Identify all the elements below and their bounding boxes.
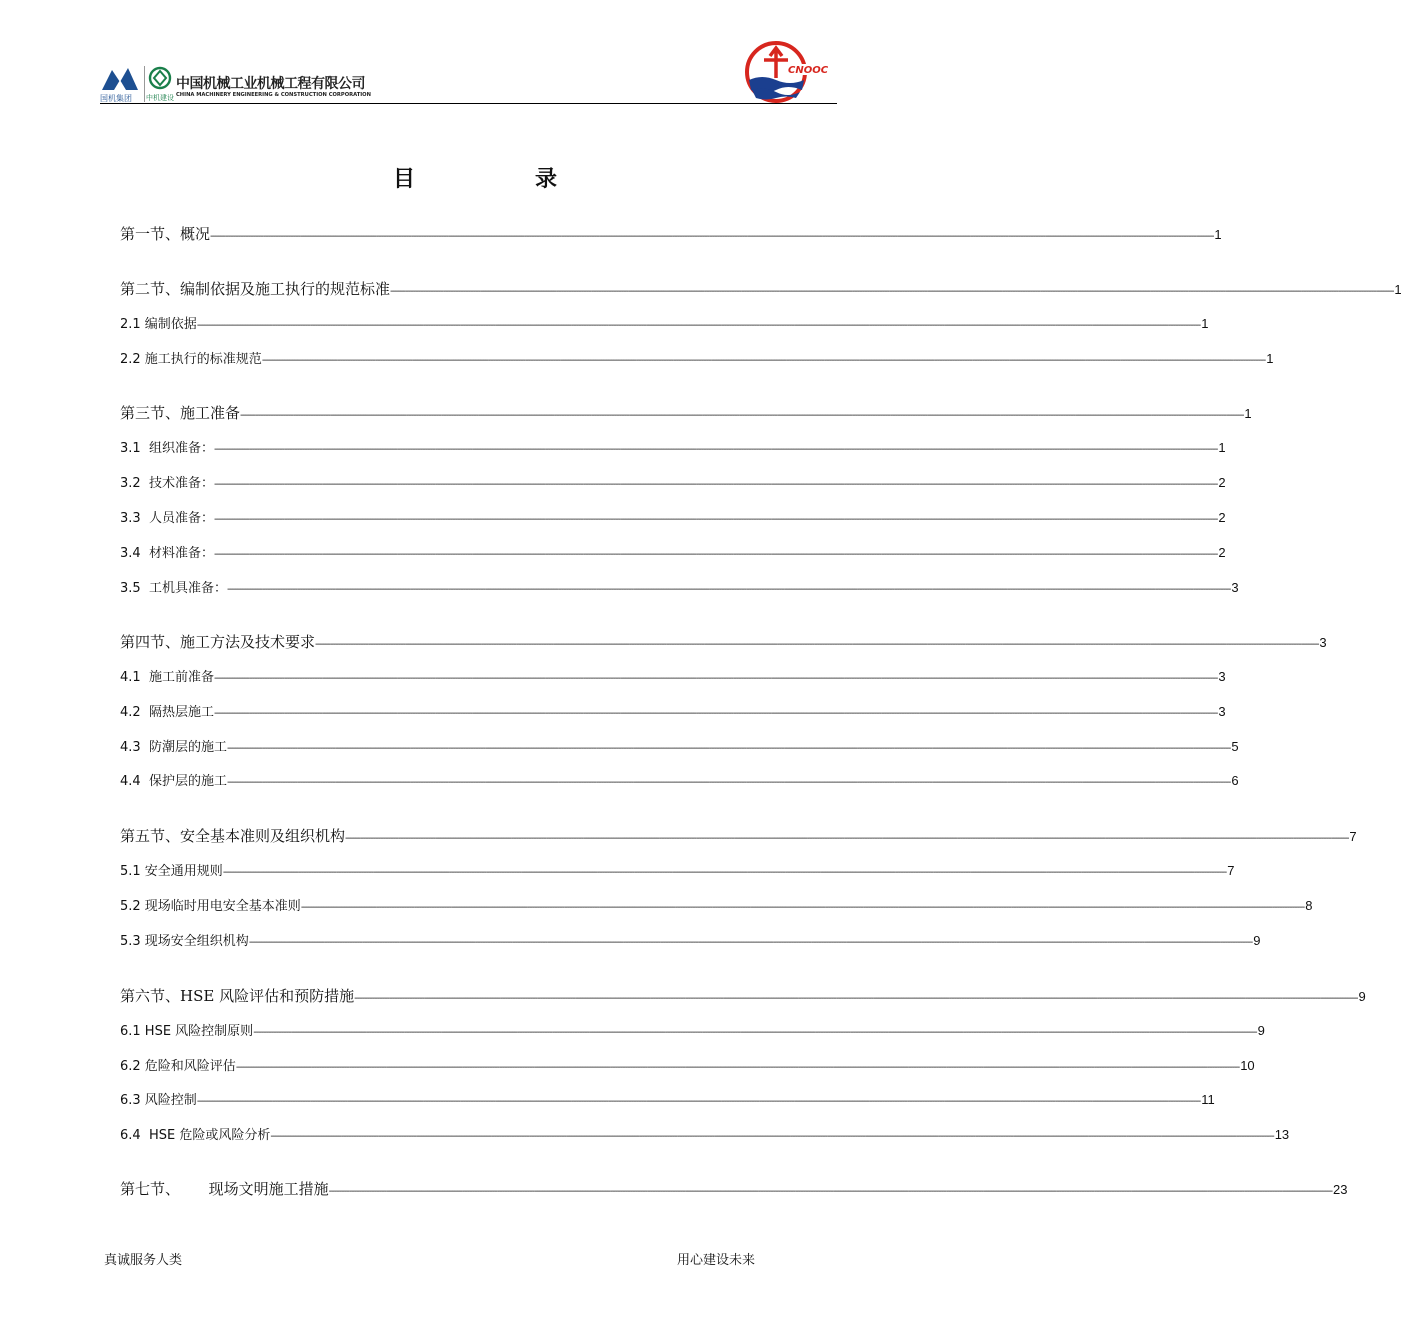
toc-entry[interactable] [120,770,1239,790]
toc-entry[interactable] [120,402,1252,422]
toc-entry-label: 第一节、概况 [120,225,211,243]
toc-dot-leader: ---------------------------------------------------------------------------------------------------------------------------------------------------------------------------------------------------------------------------------------------------------------------------------------------------------------------------------------------------------------------------------------------------------------- [345,833,1349,844]
toc-entry-label: 3.1 组织准备： [120,441,214,456]
toc-dot-leader: ---------------------------------------------------------------------------------------------------------------------------------------------------------------------------------------------------------------------------------------------------------------------------------------------------------------------------------------------------------------------------------------------------------------- [328,1186,1332,1197]
toc-title-right: 录 [535,167,558,192]
cmec-name-en: CHINA MACHINERY ENGINEERING & CONSTRUCTION CORPORATION [176,92,371,98]
toc-entry[interactable] [120,1124,1290,1144]
toc-entry-label: 第五节、安全基本准则及组织机构 [120,827,346,845]
toc-entry[interactable] [120,507,1226,527]
cnooc-text: CNOOC [788,65,829,76]
toc-entry-label: 2.2 施工执行的标准规范 [120,352,262,367]
logo-divider [144,66,145,102]
toc-dot-leader: ---------------------------------------------------------------------------------------------------------------------------------------------------------------------------------------------------------------------------------------------------------------------------------------------------------------------------------------------------------------------------------------------------------------- [210,231,1214,242]
toc-dot-leader: ---------------------------------------------------------------------------------------------------------------------------------------------------------------------------------------------------------------------------------------------------------------------------------------------------------------------------------------------------------------------------------------------------------------- [226,777,1231,788]
toc-entry-page: 1 [1218,440,1226,455]
toc-dot-leader: ---------------------------------------------------------------------------------------------------------------------------------------------------------------------------------------------------------------------------------------------------------------------------------------------------------------------------------------------------------------------------------------------------------------- [248,937,1253,948]
toc-dot-leader: ---------------------------------------------------------------------------------------------------------------------------------------------------------------------------------------------------------------------------------------------------------------------------------------------------------------------------------------------------------------------------------------------------------------- [226,584,1231,595]
toc-dot-leader: ---------------------------------------------------------------------------------------------------------------------------------------------------------------------------------------------------------------------------------------------------------------------------------------------------------------------------------------------------------------------------------------------------------------- [390,286,1394,297]
toc-entry[interactable] [120,1089,1215,1109]
toc-dot-leader: ---------------------------------------------------------------------------------------------------------------------------------------------------------------------------------------------------------------------------------------------------------------------------------------------------------------------------------------------------------------------------------------------------------------- [196,320,1201,331]
toc-entry[interactable] [120,472,1226,492]
toc-entry-label: 5.1 安全通用规则 [120,864,223,879]
toc-entry[interactable] [120,736,1239,756]
toc-entry-page: 10 [1240,1058,1255,1073]
toc-entry[interactable] [120,1055,1255,1075]
toc-entry-page: 2 [1218,475,1226,490]
toc-entry-page: 2 [1218,510,1226,525]
toc-dot-leader: ---------------------------------------------------------------------------------------------------------------------------------------------------------------------------------------------------------------------------------------------------------------------------------------------------------------------------------------------------------------------------------------------------------------- [213,514,1218,525]
header-rule [100,103,837,104]
toc-entry-page: 3 [1218,669,1226,684]
toc-entry-label: 6.1 HSE 风险控制原则 [120,1024,254,1039]
toc-entry-page: 8 [1305,898,1313,913]
toc-entry-label: 第四节、施工方法及技术要求 [120,633,316,651]
toc-dot-leader: ---------------------------------------------------------------------------------------------------------------------------------------------------------------------------------------------------------------------------------------------------------------------------------------------------------------------------------------------------------------------------------------------------------------- [300,902,1305,913]
toc-entry-label: 4.2 隔热层施工 [120,705,214,720]
toc-entry[interactable] [120,825,1357,845]
toc-entry-page: 1 [1214,227,1222,242]
toc-entry-label: 6.2 危险和风险评估 [120,1059,236,1074]
cmec-logo [146,64,371,102]
toc-entry-label: 第三节、施工准备 [120,404,241,422]
cnooc-mark-icon [742,40,829,104]
toc-entry-page: 1 [1244,406,1252,421]
cnooc-logo [742,40,829,104]
toc-title [0,162,950,193]
toc-entry-page: 3 [1231,580,1239,595]
toc-entry-label: 4.3 防潮层的施工 [120,740,227,755]
toc-entry-label: 6.3 风险控制 [120,1093,197,1108]
sinomach-mark-icon [100,64,140,92]
toc-entry-label: 6.4 HSE 危险或风险分析 [120,1128,271,1143]
cmec-mark-icon [148,66,172,90]
toc-entry-page: 1 [1201,316,1209,331]
toc-entry-page: 13 [1274,1127,1290,1142]
toc-entry-page: 7 [1227,863,1235,878]
toc-entry-page: 2 [1218,545,1226,560]
page-header [100,60,837,104]
toc-entry[interactable] [120,666,1226,686]
toc-title-left: 目 [392,167,415,192]
toc-entry-label: 3.4 材料准备： [120,546,214,561]
toc-entry-page: 23 [1333,1182,1348,1197]
toc-dot-leader: ---------------------------------------------------------------------------------------------------------------------------------------------------------------------------------------------------------------------------------------------------------------------------------------------------------------------------------------------------------------------------------------------------------------- [315,639,1319,650]
toc-entry-page: 3 [1218,704,1226,719]
toc-dot-leader: ---------------------------------------------------------------------------------------------------------------------------------------------------------------------------------------------------------------------------------------------------------------------------------------------------------------------------------------------------------------------------------------------------------------- [213,708,1218,719]
toc-entry-page: 3 [1319,635,1327,650]
toc-entry-label: 3.3 人员准备： [120,511,214,526]
toc-entry[interactable] [120,313,1209,333]
cmec-short-name: 中机建设 [146,94,174,102]
toc-entry[interactable] [120,1178,1348,1198]
toc-dot-leader: ---------------------------------------------------------------------------------------------------------------------------------------------------------------------------------------------------------------------------------------------------------------------------------------------------------------------------------------------------------------------------------------------------------------- [354,993,1358,1004]
toc-dot-leader: ---------------------------------------------------------------------------------------------------------------------------------------------------------------------------------------------------------------------------------------------------------------------------------------------------------------------------------------------------------------------------------------------------------------- [213,549,1218,560]
toc-entry-page: 6 [1231,773,1239,788]
toc-entry-page: 1 [1266,351,1274,366]
toc-entry-label: 5.2 现场临时用电安全基本准则 [120,899,301,914]
toc-dot-leader: ---------------------------------------------------------------------------------------------------------------------------------------------------------------------------------------------------------------------------------------------------------------------------------------------------------------------------------------------------------------------------------------------------------------- [235,1062,1240,1073]
toc-entry[interactable] [120,1020,1265,1040]
toc-dot-leader: ---------------------------------------------------------------------------------------------------------------------------------------------------------------------------------------------------------------------------------------------------------------------------------------------------------------------------------------------------------------------------------------------------------------- [253,1027,1257,1038]
toc-entry[interactable] [120,577,1239,597]
toc-entry-page: 9 [1257,1023,1265,1038]
toc-entry[interactable] [120,985,1366,1005]
toc-entry[interactable] [120,348,1274,368]
toc-entry-page: 9 [1358,989,1366,1004]
toc-entry[interactable] [120,895,1313,915]
toc-entry[interactable] [120,930,1261,950]
cmec-name-cn: 中国机械工业机械工程有限公司 [176,76,365,92]
toc-entry[interactable] [120,278,1402,298]
toc-dot-leader: ---------------------------------------------------------------------------------------------------------------------------------------------------------------------------------------------------------------------------------------------------------------------------------------------------------------------------------------------------------------------------------------------------------------- [270,1131,1274,1142]
toc-entry[interactable] [120,223,1222,243]
toc-entry-page: 11 [1201,1092,1215,1107]
toc-entry[interactable] [120,701,1226,721]
toc-entry[interactable] [120,542,1226,562]
toc-entry[interactable] [120,631,1327,651]
toc-entry-label: 4.1 施工前准备 [120,670,214,685]
sinomach-caption: 国机集团 [100,94,132,103]
toc-entry-label: 第六节、HSE 风险评估和预防措施 [120,987,355,1005]
footer-slogan-left: 真诚服务人类 [104,1253,183,1268]
toc-dot-leader: ---------------------------------------------------------------------------------------------------------------------------------------------------------------------------------------------------------------------------------------------------------------------------------------------------------------------------------------------------------------------------------------------------------------- [213,444,1218,455]
toc-entry-label: 3.2 技术准备： [120,476,214,491]
toc-dot-leader: ---------------------------------------------------------------------------------------------------------------------------------------------------------------------------------------------------------------------------------------------------------------------------------------------------------------------------------------------------------------------------------------------------------------- [213,673,1218,684]
toc-entry-label: 3.5 工机具准备： [120,581,227,596]
toc-dot-leader: ---------------------------------------------------------------------------------------------------------------------------------------------------------------------------------------------------------------------------------------------------------------------------------------------------------------------------------------------------------------------------------------------------------------- [196,1096,1201,1107]
toc-dot-leader: ---------------------------------------------------------------------------------------------------------------------------------------------------------------------------------------------------------------------------------------------------------------------------------------------------------------------------------------------------------------------------------------------------------------- [213,479,1218,490]
toc-entry-page: 1 [1394,282,1402,297]
toc-entry-page: 9 [1253,933,1261,948]
toc-dot-leader: ---------------------------------------------------------------------------------------------------------------------------------------------------------------------------------------------------------------------------------------------------------------------------------------------------------------------------------------------------------------------------------------------------------------- [222,867,1227,878]
sinomach-logo [100,64,140,104]
toc-entry[interactable] [120,860,1235,880]
toc-entry-label: 第二节、编制依据及施工执行的规范标准 [120,280,391,298]
toc-dot-leader: ---------------------------------------------------------------------------------------------------------------------------------------------------------------------------------------------------------------------------------------------------------------------------------------------------------------------------------------------------------------------------------------------------------------- [226,743,1231,754]
footer-slogan-right: 用心建设未来 [677,1253,756,1268]
toc-entry-label: 2.1 编制依据 [120,317,197,332]
toc-entry-label: 4.4 保护层的施工 [120,774,227,789]
toc-dot-leader: ---------------------------------------------------------------------------------------------------------------------------------------------------------------------------------------------------------------------------------------------------------------------------------------------------------------------------------------------------------------------------------------------------------------- [261,355,1266,366]
toc-entry-label: 第七节、 现场文明施工措施 [120,1180,329,1198]
toc-entry-label: 5.3 现场安全组织机构 [120,934,249,949]
toc-entry[interactable] [120,437,1226,457]
toc-dot-leader: ---------------------------------------------------------------------------------------------------------------------------------------------------------------------------------------------------------------------------------------------------------------------------------------------------------------------------------------------------------------------------------------------------------------- [240,410,1244,421]
toc-entry-page: 7 [1349,829,1357,844]
toc-entry-page: 5 [1231,739,1239,754]
